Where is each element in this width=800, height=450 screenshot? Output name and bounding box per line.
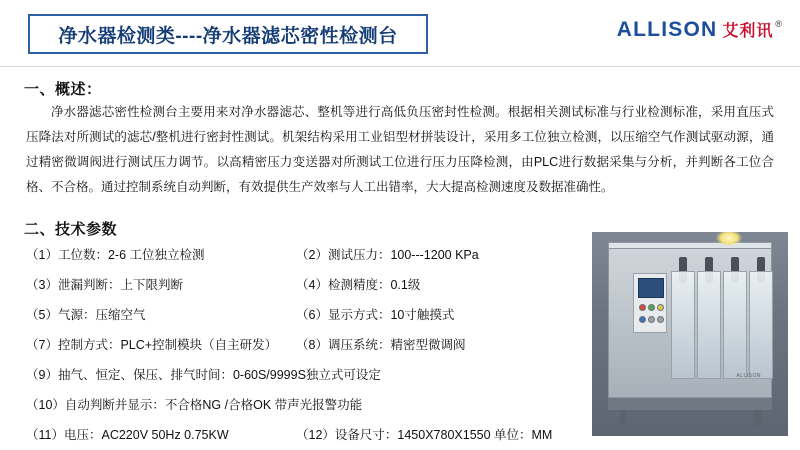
spec-row: [26, 360, 586, 390]
overview-paragraph: 净水器滤芯密性检测台主要用来对净水器滤芯、整机等进行高低负压密封性检测。根据相关测试标准与行业检测标准，采用直压式压降法对所测试的滤芯/整机进行密封性测试。机架结构采用工业铝型材拼装设计，采用多工位独立检测，以压缩空气作测试驱动源，通过精密微调阀进行测试压力调节。以高精密压力变送器对所测试工位进行压力压降检测，由PLC进行数据采集与分析，并判断各工位合格、不合格。通过控制系统自动判断，有效提供生产效率与人工出错率，大大提高检测速度及数据准确性。: [26, 105, 774, 194]
spec-item: （5）气源：压缩空气: [26, 308, 146, 322]
overview-heading: 一、概述：: [24, 81, 102, 98]
panel-button: [657, 316, 664, 323]
spec-item: （6）显示方式：10寸触摸式: [296, 308, 455, 322]
specs-heading: 二、技术参数: [24, 221, 118, 238]
logo-text-en: ALLISON: [616, 18, 718, 41]
spec-item: （12）设备尺寸：1450X780X1550 单位：MM: [296, 428, 553, 442]
panel-button: [657, 304, 664, 311]
spec-row: [26, 240, 586, 270]
machine-base: [608, 398, 772, 410]
status-lamp-icon: [716, 232, 742, 246]
spec-item: （7）控制方式：PLC+控制模块（自主研发）: [26, 338, 278, 352]
test-station-chamber: [697, 271, 721, 379]
panel-button: [639, 316, 646, 323]
spec-row: [26, 420, 586, 450]
test-station-chamber: [749, 271, 773, 379]
machine-leg: [754, 410, 761, 426]
machine-leg: [620, 410, 627, 426]
panel-button: [648, 304, 655, 311]
spec-item: （11）电压：AC220V 50Hz 0.75KW: [26, 428, 229, 442]
spec-row: [26, 300, 586, 330]
test-station-chamber: [671, 271, 695, 379]
spec-row: [26, 270, 586, 300]
spec-item: （2）测试压力：100---1200 KPa: [296, 248, 479, 262]
machine-brand-plate: ALLISON: [736, 373, 761, 379]
spec-item: （10）自动判断并显示：不合格NG /合格OK 带声光报警功能: [26, 398, 363, 412]
spec-item: （9）抽气、恒定、保压、排气时间：0-60S/9999S独立式可设定: [26, 368, 381, 382]
page-title-box: [28, 14, 428, 54]
panel-button: [648, 316, 655, 323]
spec-item: （1）工位数：2-6 工位独立检测: [26, 248, 205, 262]
page-header: [0, 0, 800, 66]
machine-body: [608, 248, 772, 398]
brand-logo: [617, 18, 782, 42]
header-divider: [0, 66, 800, 67]
page-title: 净水器检测类----净水器滤芯密性检测台: [58, 25, 398, 47]
spec-row: [26, 330, 586, 360]
panel-button: [639, 304, 646, 311]
logo-text-cn: 艾利讯: [722, 23, 774, 40]
product-photo: [592, 232, 788, 436]
specs-list: [26, 240, 586, 450]
test-station-chamber: [723, 271, 747, 379]
touch-screen: [638, 278, 664, 298]
spec-item: （8）调压系统：精密型微调阀: [296, 338, 466, 352]
spec-row: [26, 390, 586, 420]
spec-item: （3）泄漏判断：上下限判断: [26, 278, 183, 292]
control-panel: [633, 273, 667, 333]
spec-item: （4）检测精度：0.1级: [296, 278, 421, 292]
registered-trademark-icon: ®: [775, 19, 782, 29]
